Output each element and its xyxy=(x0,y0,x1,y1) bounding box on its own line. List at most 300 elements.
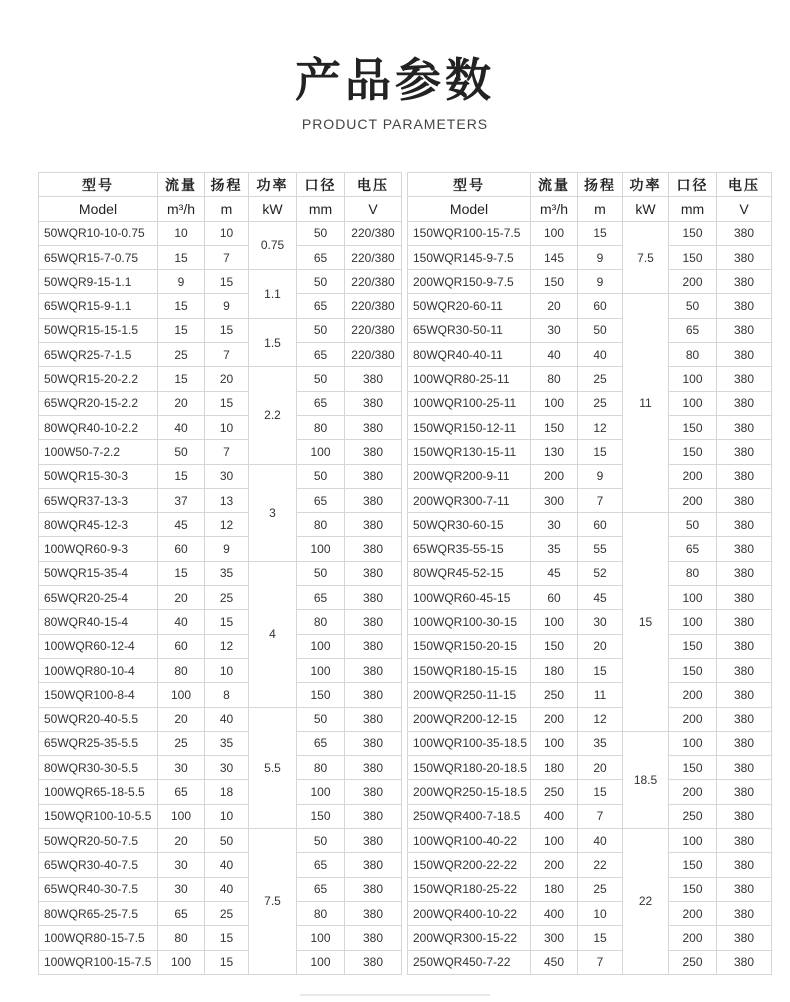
flow-cell: 35 xyxy=(531,537,578,561)
flow-cell: 60 xyxy=(531,586,578,610)
bore-cell: 100 xyxy=(669,391,717,415)
flow-cell: 50 xyxy=(158,440,205,464)
voltage-cell: 380 xyxy=(717,343,772,367)
flow-cell: 65 xyxy=(158,780,205,804)
model-cell: 65WQR15-7-0.75 xyxy=(39,245,158,269)
header-row xyxy=(408,173,772,197)
bore-cell: 50 xyxy=(297,561,345,585)
flow-cell: 180 xyxy=(531,877,578,901)
table-row xyxy=(408,440,772,464)
bore-cell: 200 xyxy=(669,926,717,950)
flow-cell: 40 xyxy=(158,415,205,439)
flow-cell: 180 xyxy=(531,756,578,780)
bore-cell: 150 xyxy=(669,221,717,245)
header-power-cn: 功率 xyxy=(249,173,297,197)
model-cell: 100WQR100-40-22 xyxy=(408,829,531,853)
head-cell: 15 xyxy=(205,270,249,294)
model-cell: 80WQR30-30-5.5 xyxy=(39,756,158,780)
bore-cell: 150 xyxy=(297,804,345,828)
model-cell: 65WQR40-30-7.5 xyxy=(39,877,158,901)
table-row xyxy=(39,464,402,488)
head-cell: 15 xyxy=(578,440,623,464)
bore-cell: 50 xyxy=(669,294,717,318)
flow-cell: 15 xyxy=(158,561,205,585)
table-row xyxy=(408,707,772,731)
voltage-cell: 380 xyxy=(717,586,772,610)
head-cell: 20 xyxy=(205,367,249,391)
bore-cell: 250 xyxy=(669,804,717,828)
model-cell: 150WQR150-20-15 xyxy=(408,634,531,658)
flow-cell: 40 xyxy=(531,343,578,367)
voltage-cell: 380 xyxy=(345,804,402,828)
voltage-cell: 220/380 xyxy=(345,318,402,342)
table-row xyxy=(408,756,772,780)
flow-cell: 20 xyxy=(158,391,205,415)
header-voltage-cn: 电压 xyxy=(717,173,772,197)
flow-cell: 20 xyxy=(158,586,205,610)
table-row xyxy=(408,561,772,585)
flow-cell: 200 xyxy=(531,707,578,731)
bore-cell: 200 xyxy=(669,683,717,707)
head-cell: 25 xyxy=(205,586,249,610)
table-row xyxy=(39,634,402,658)
head-cell: 7 xyxy=(578,950,623,974)
model-cell: 100WQR60-9-3 xyxy=(39,537,158,561)
bore-cell: 65 xyxy=(297,294,345,318)
table-row xyxy=(39,901,402,925)
voltage-cell: 380 xyxy=(345,391,402,415)
bore-cell: 65 xyxy=(669,537,717,561)
voltage-cell: 380 xyxy=(345,367,402,391)
params-table-right xyxy=(407,172,772,975)
bore-cell: 200 xyxy=(669,780,717,804)
flow-cell: 45 xyxy=(531,561,578,585)
bore-cell: 80 xyxy=(669,343,717,367)
header-power-en: kW xyxy=(623,197,669,221)
flow-cell: 150 xyxy=(531,415,578,439)
table-row xyxy=(39,586,402,610)
head-cell: 10 xyxy=(205,804,249,828)
flow-cell: 80 xyxy=(531,367,578,391)
bore-cell: 200 xyxy=(669,270,717,294)
flow-cell: 20 xyxy=(531,294,578,318)
model-cell: 80WQR65-25-7.5 xyxy=(39,901,158,925)
table-row xyxy=(39,343,402,367)
table-row xyxy=(408,634,772,658)
head-cell: 8 xyxy=(205,683,249,707)
model-cell: 100WQR100-15-7.5 xyxy=(39,950,158,974)
bore-cell: 250 xyxy=(669,950,717,974)
bore-cell: 200 xyxy=(669,464,717,488)
table-row xyxy=(408,513,772,537)
table-row xyxy=(39,756,402,780)
head-cell: 15 xyxy=(578,926,623,950)
table-row xyxy=(408,367,772,391)
voltage-cell: 380 xyxy=(345,853,402,877)
head-cell: 7 xyxy=(205,440,249,464)
model-cell: 150WQR180-15-15 xyxy=(408,658,531,682)
voltage-cell: 380 xyxy=(717,488,772,512)
voltage-cell: 380 xyxy=(717,926,772,950)
bore-cell: 50 xyxy=(297,829,345,853)
voltage-cell: 220/380 xyxy=(345,343,402,367)
model-cell: 100WQR65-18-5.5 xyxy=(39,780,158,804)
voltage-cell: 380 xyxy=(717,440,772,464)
flow-cell: 250 xyxy=(531,780,578,804)
voltage-cell: 380 xyxy=(345,513,402,537)
flow-cell: 150 xyxy=(531,270,578,294)
flow-cell: 10 xyxy=(158,221,205,245)
head-cell: 25 xyxy=(578,877,623,901)
head-cell: 22 xyxy=(578,853,623,877)
voltage-cell: 380 xyxy=(717,294,772,318)
head-cell: 9 xyxy=(578,270,623,294)
power-cell: 1.1 xyxy=(249,270,297,319)
model-cell: 50WQR9-15-1.1 xyxy=(39,270,158,294)
table-row xyxy=(39,513,402,537)
voltage-cell: 380 xyxy=(345,756,402,780)
voltage-cell: 380 xyxy=(717,610,772,634)
flow-cell: 250 xyxy=(531,683,578,707)
model-cell: 80WQR45-12-3 xyxy=(39,513,158,537)
model-cell: 250WQR450-7-22 xyxy=(408,950,531,974)
flow-cell: 80 xyxy=(158,658,205,682)
voltage-cell: 380 xyxy=(345,901,402,925)
model-cell: 200WQR200-12-15 xyxy=(408,707,531,731)
head-cell: 30 xyxy=(205,464,249,488)
bore-cell: 150 xyxy=(669,245,717,269)
head-cell: 15 xyxy=(205,950,249,974)
bore-cell: 100 xyxy=(669,829,717,853)
bore-cell: 65 xyxy=(297,731,345,755)
model-cell: 100WQR60-12-4 xyxy=(39,634,158,658)
model-cell: 50WQR15-20-2.2 xyxy=(39,367,158,391)
voltage-cell: 380 xyxy=(345,877,402,901)
model-cell: 100W50-7-2.2 xyxy=(39,440,158,464)
power-cell: 0.75 xyxy=(249,221,297,270)
voltage-cell: 380 xyxy=(717,853,772,877)
head-cell: 7 xyxy=(205,343,249,367)
voltage-cell: 380 xyxy=(717,391,772,415)
head-cell: 11 xyxy=(578,683,623,707)
voltage-cell: 380 xyxy=(717,318,772,342)
table-row xyxy=(39,367,402,391)
bore-cell: 65 xyxy=(297,877,345,901)
bore-cell: 65 xyxy=(297,586,345,610)
table-row xyxy=(408,877,772,901)
model-cell: 100WQR100-25-11 xyxy=(408,391,531,415)
bore-cell: 100 xyxy=(297,537,345,561)
bore-cell: 100 xyxy=(297,658,345,682)
flow-cell: 200 xyxy=(531,464,578,488)
model-cell: 50WQR15-35-4 xyxy=(39,561,158,585)
head-cell: 60 xyxy=(578,294,623,318)
flow-cell: 80 xyxy=(158,926,205,950)
voltage-cell: 380 xyxy=(717,950,772,974)
bore-cell: 80 xyxy=(297,610,345,634)
head-cell: 55 xyxy=(578,537,623,561)
voltage-cell: 380 xyxy=(345,634,402,658)
table-row xyxy=(39,877,402,901)
model-cell: 50WQR30-60-15 xyxy=(408,513,531,537)
bore-cell: 65 xyxy=(297,245,345,269)
head-cell: 15 xyxy=(205,610,249,634)
voltage-cell: 380 xyxy=(717,731,772,755)
flow-cell: 100 xyxy=(531,610,578,634)
table-row xyxy=(39,221,402,245)
flow-cell: 15 xyxy=(158,245,205,269)
voltage-cell: 380 xyxy=(717,221,772,245)
flow-cell: 100 xyxy=(531,221,578,245)
head-cell: 10 xyxy=(205,658,249,682)
head-cell: 15 xyxy=(205,318,249,342)
head-cell: 45 xyxy=(578,586,623,610)
flow-cell: 300 xyxy=(531,488,578,512)
head-cell: 7 xyxy=(578,804,623,828)
voltage-cell: 380 xyxy=(345,780,402,804)
bore-cell: 100 xyxy=(669,367,717,391)
bore-cell: 200 xyxy=(669,488,717,512)
table-row xyxy=(39,950,402,974)
table-row xyxy=(408,731,772,755)
table-row xyxy=(39,270,402,294)
head-cell: 10 xyxy=(205,221,249,245)
header-bore-en: mm xyxy=(669,197,717,221)
bore-cell: 150 xyxy=(669,634,717,658)
model-cell: 50WQR20-60-11 xyxy=(408,294,531,318)
voltage-cell: 380 xyxy=(717,756,772,780)
flow-cell: 15 xyxy=(158,318,205,342)
model-cell: 65WQR20-15-2.2 xyxy=(39,391,158,415)
bore-cell: 150 xyxy=(669,415,717,439)
bore-cell: 100 xyxy=(297,950,345,974)
bore-cell: 100 xyxy=(297,440,345,464)
flow-cell: 25 xyxy=(158,731,205,755)
power-cell: 1.5 xyxy=(249,318,297,367)
voltage-cell: 220/380 xyxy=(345,270,402,294)
flow-cell: 15 xyxy=(158,294,205,318)
flow-cell: 9 xyxy=(158,270,205,294)
bore-cell: 50 xyxy=(297,464,345,488)
header-row xyxy=(39,173,402,197)
table-row xyxy=(39,391,402,415)
voltage-cell: 380 xyxy=(345,586,402,610)
bore-cell: 150 xyxy=(669,440,717,464)
bore-cell: 80 xyxy=(297,513,345,537)
model-cell: 80WQR45-52-15 xyxy=(408,561,531,585)
head-cell: 30 xyxy=(205,756,249,780)
header-bore-cn: 口径 xyxy=(297,173,345,197)
voltage-cell: 380 xyxy=(717,780,772,804)
bore-cell: 100 xyxy=(669,586,717,610)
flow-cell: 180 xyxy=(531,658,578,682)
power-cell: 11 xyxy=(623,294,669,513)
model-cell: 200WQR200-9-11 xyxy=(408,464,531,488)
table-row xyxy=(408,658,772,682)
flow-cell: 15 xyxy=(158,464,205,488)
flow-cell: 60 xyxy=(158,634,205,658)
bore-cell: 200 xyxy=(669,707,717,731)
bore-cell: 80 xyxy=(297,901,345,925)
voltage-cell: 380 xyxy=(717,415,772,439)
table-row xyxy=(408,683,772,707)
bore-cell: 65 xyxy=(297,391,345,415)
header-voltage-en: V xyxy=(717,197,772,221)
head-cell: 15 xyxy=(205,391,249,415)
head-cell: 50 xyxy=(205,829,249,853)
voltage-cell: 380 xyxy=(717,537,772,561)
table-row xyxy=(408,415,772,439)
power-cell: 18.5 xyxy=(623,731,669,828)
model-cell: 65WQR15-9-1.1 xyxy=(39,294,158,318)
header-row xyxy=(408,197,772,221)
head-cell: 15 xyxy=(205,926,249,950)
bore-cell: 150 xyxy=(669,658,717,682)
table-row xyxy=(39,829,402,853)
head-cell: 25 xyxy=(578,391,623,415)
flow-cell: 100 xyxy=(158,950,205,974)
table-row xyxy=(39,853,402,877)
flow-cell: 15 xyxy=(158,367,205,391)
voltage-cell: 380 xyxy=(717,464,772,488)
flow-cell: 400 xyxy=(531,804,578,828)
bore-cell: 100 xyxy=(669,731,717,755)
voltage-cell: 380 xyxy=(345,610,402,634)
header-model-cn: 型号 xyxy=(39,173,158,197)
model-cell: 50WQR10-10-0.75 xyxy=(39,221,158,245)
head-cell: 10 xyxy=(578,901,623,925)
table-row xyxy=(39,561,402,585)
head-cell: 40 xyxy=(205,707,249,731)
flow-cell: 65 xyxy=(158,901,205,925)
table-row xyxy=(408,245,772,269)
head-cell: 50 xyxy=(578,318,623,342)
model-cell: 100WQR80-15-7.5 xyxy=(39,926,158,950)
table-row xyxy=(39,415,402,439)
model-cell: 65WQR20-25-4 xyxy=(39,586,158,610)
flow-cell: 450 xyxy=(531,950,578,974)
model-cell: 150WQR100-8-4 xyxy=(39,683,158,707)
head-cell: 12 xyxy=(578,415,623,439)
table-row xyxy=(408,221,772,245)
voltage-cell: 380 xyxy=(717,513,772,537)
bore-cell: 100 xyxy=(297,926,345,950)
model-cell: 50WQR20-40-5.5 xyxy=(39,707,158,731)
voltage-cell: 380 xyxy=(345,707,402,731)
model-cell: 100WQR80-25-11 xyxy=(408,367,531,391)
bore-cell: 200 xyxy=(669,901,717,925)
voltage-cell: 380 xyxy=(345,440,402,464)
table-row xyxy=(39,683,402,707)
model-cell: 100WQR100-30-15 xyxy=(408,610,531,634)
header-head-en: m xyxy=(578,197,623,221)
bore-cell: 65 xyxy=(297,853,345,877)
table-row xyxy=(408,318,772,342)
bore-cell: 50 xyxy=(669,513,717,537)
head-cell: 7 xyxy=(205,245,249,269)
voltage-cell: 380 xyxy=(717,829,772,853)
model-cell: 65WQR30-50-11 xyxy=(408,318,531,342)
head-cell: 13 xyxy=(205,488,249,512)
table-row xyxy=(408,537,772,561)
model-cell: 200WQR300-15-22 xyxy=(408,926,531,950)
voltage-cell: 380 xyxy=(717,245,772,269)
model-cell: 150WQR100-15-7.5 xyxy=(408,221,531,245)
flow-cell: 30 xyxy=(158,756,205,780)
model-cell: 150WQR180-25-22 xyxy=(408,877,531,901)
head-cell: 9 xyxy=(578,245,623,269)
voltage-cell: 380 xyxy=(717,658,772,682)
model-cell: 65WQR37-13-3 xyxy=(39,488,158,512)
head-cell: 20 xyxy=(578,634,623,658)
page-subtitle: PRODUCT PARAMETERS xyxy=(301,116,489,132)
power-cell: 4 xyxy=(249,561,297,707)
voltage-cell: 380 xyxy=(345,464,402,488)
table-row xyxy=(408,391,772,415)
voltage-cell: 380 xyxy=(717,707,772,731)
voltage-cell: 380 xyxy=(717,901,772,925)
head-cell: 25 xyxy=(578,367,623,391)
head-cell: 9 xyxy=(205,294,249,318)
head-cell: 15 xyxy=(578,658,623,682)
voltage-cell: 220/380 xyxy=(345,221,402,245)
model-cell: 65WQR25-7-1.5 xyxy=(39,343,158,367)
head-cell: 30 xyxy=(578,610,623,634)
head-cell: 40 xyxy=(205,853,249,877)
model-cell: 200WQR300-7-11 xyxy=(408,488,531,512)
header-model-en: Model xyxy=(39,197,158,221)
model-cell: 80WQR40-40-11 xyxy=(408,343,531,367)
header-voltage-en: V xyxy=(345,197,402,221)
voltage-cell: 380 xyxy=(717,367,772,391)
bore-cell: 65 xyxy=(669,318,717,342)
model-cell: 100WQR80-10-4 xyxy=(39,658,158,682)
table-row xyxy=(408,901,772,925)
table-row xyxy=(39,804,402,828)
power-cell: 7.5 xyxy=(249,829,297,975)
header-bore-cn: 口径 xyxy=(669,173,717,197)
header-flow-cn: 流量 xyxy=(158,173,205,197)
voltage-cell: 380 xyxy=(717,877,772,901)
head-cell: 7 xyxy=(578,488,623,512)
model-cell: 100WQR60-45-15 xyxy=(408,586,531,610)
header-head-en: m xyxy=(205,197,249,221)
head-cell: 10 xyxy=(205,415,249,439)
model-cell: 80WQR40-10-2.2 xyxy=(39,415,158,439)
model-cell: 80WQR40-15-4 xyxy=(39,610,158,634)
bore-cell: 50 xyxy=(297,318,345,342)
model-cell: 65WQR30-40-7.5 xyxy=(39,853,158,877)
bore-cell: 150 xyxy=(297,683,345,707)
flow-cell: 30 xyxy=(531,513,578,537)
params-table-left xyxy=(38,172,402,975)
power-cell: 5.5 xyxy=(249,707,297,828)
header-power-en: kW xyxy=(249,197,297,221)
flow-cell: 20 xyxy=(158,829,205,853)
model-cell: 150WQR150-12-11 xyxy=(408,415,531,439)
header-flow-cn: 流量 xyxy=(531,173,578,197)
head-cell: 40 xyxy=(205,877,249,901)
head-cell: 12 xyxy=(578,707,623,731)
bore-cell: 65 xyxy=(297,488,345,512)
flow-cell: 30 xyxy=(531,318,578,342)
flow-cell: 30 xyxy=(158,853,205,877)
bore-cell: 50 xyxy=(297,367,345,391)
model-cell: 150WQR180-20-18.5 xyxy=(408,756,531,780)
head-cell: 18 xyxy=(205,780,249,804)
table-row xyxy=(408,950,772,974)
voltage-cell: 220/380 xyxy=(345,245,402,269)
